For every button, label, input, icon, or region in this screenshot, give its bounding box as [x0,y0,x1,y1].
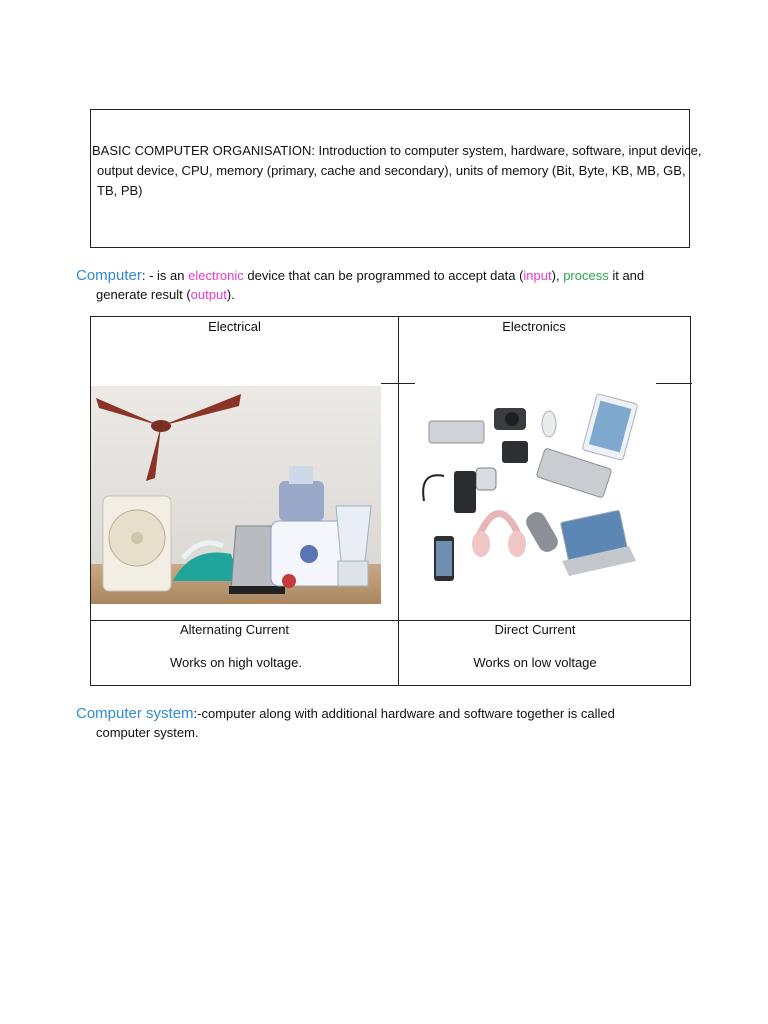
syllabus-line-2: output device, CPU, memory (primary, cache and secondary), units of memory (Bit, Byte, KB, MB, GB, [97,163,686,178]
camera-icon [494,408,526,430]
computer-def-text-4: it and [608,268,645,283]
smartwatch-icon [476,468,496,490]
computer-def-text-1: : - is an [141,268,189,283]
blender-jar-icon [336,506,371,586]
computer-def-line2-b: ). [226,287,235,302]
computer-def-line2-a: generate result ( [96,287,191,302]
syllabus-line-1: BASIC COMPUTER ORGANISATION: Introduction to computer system, hardware, software, input device, [92,143,702,158]
table-partial-rule-left [381,383,415,384]
electronics-header: Electronics [502,319,566,334]
mini-pc-icon [429,421,484,443]
computer-system-text: :-computer along with additional hardware and software together is called [193,706,615,721]
table-row-divider [91,620,690,621]
input-word: input [523,268,552,283]
computer-system-definition [76,704,716,742]
electrical-header: Electrical [208,319,261,334]
syllabus-box [90,109,702,248]
alternating-current-label: Alternating Current [179,622,290,637]
computer-system-term: Computer system [76,705,194,722]
smartphone-icon [434,536,454,581]
electronic-word: electronic [188,268,244,283]
syllabus-line-3: TB, PB) [97,183,143,198]
mouse-icon [542,411,556,437]
output-word: output [190,287,227,302]
low-voltage-label: Works on low voltage [473,655,597,670]
high-voltage-label: Works on high voltage. [170,655,302,670]
computer-system-line-2: computer system. [96,725,199,740]
computer-term: Computer [76,267,142,284]
direct-current-label: Direct Current [494,622,576,637]
electrical-electronics-table [90,316,691,686]
computer-def-text-3: ), [551,268,564,283]
electrical-appliances-image [91,386,381,604]
computer-def-text-2: device that can be programmed to accept data ( [243,268,524,283]
action-camera-icon [502,441,528,463]
exhaust-fan-icon [103,496,171,591]
electronic-devices-image [414,386,657,604]
process-word: process [563,268,609,283]
computer-definition [76,266,716,304]
table-partial-rule-right [656,383,692,384]
